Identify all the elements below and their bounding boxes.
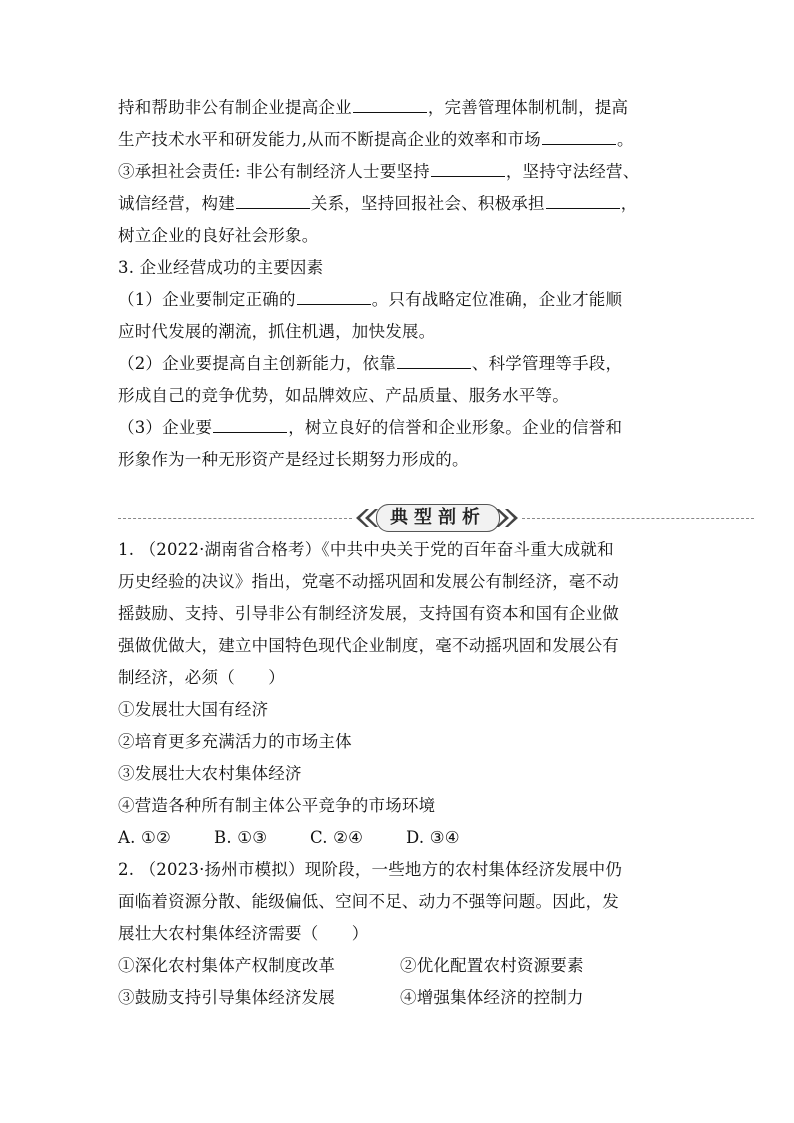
answer-blank[interactable] [213,414,287,433]
text-line: 应时代发展的潮流，抓住机遇，加快发展。 [118,322,436,341]
statement-row [118,982,688,1014]
answer-blank[interactable] [542,126,616,145]
dashed-rule [522,518,754,519]
text-line: 形象作为一种无形资产是经过长期努力形成的。 [118,450,469,469]
question-stem-line: 强做优做大，建立中国特色现代企业制度，毫不动摇巩固和发展公有 [118,636,619,655]
question-2 [118,854,688,1014]
text-line: 树立企业的良好社会形象。 [118,226,319,245]
answer-blank[interactable] [431,158,505,177]
question-1 [118,534,688,854]
option-b[interactable]: B. ①③ [214,828,268,847]
fill-in-section [118,92,688,476]
answer-blank[interactable] [297,286,371,305]
answer-blank[interactable] [546,190,620,209]
question-stem-line: 摇鼓励、支持、引导非公有制经济发展，支持国有资本和国有企业做 [118,604,619,623]
option-a[interactable]: A. ①② [118,828,171,847]
text-line: 生产技术水平和研发能力,从而不断提高企业的效率和市场 。 [118,124,688,156]
text-line: 诚信经营，构建 关系，坚持回报社会、积极承担 ， [118,188,688,220]
question-stem-line: 面临着资源分散、能级偏低、空间不足、动力不强等问题。因此，发 [118,892,619,911]
option-c[interactable]: C. ②④ [310,828,364,847]
answer-blank[interactable] [236,190,310,209]
double-chevron-left-icon [354,507,378,529]
statement-item: ②培育更多充满活力的市场主体 [118,732,352,751]
question-stem-line: 制经济，必须（ ） [118,668,285,687]
section-heading: 3. 企业经营成功的主要因素 [118,258,324,277]
statement-item: ④增强集体经济的控制力 [400,988,584,1007]
option-d[interactable]: D. ③④ [406,828,460,847]
text-line: ③承担社会责任: 非公有制经济人士要坚持 ，坚持守法经营、 [118,156,688,188]
question-stem-line: 历史经验的决议》指出，党毫不动摇巩固和发展公有制经济，毫不动 [118,572,619,591]
answer-blank[interactable] [353,94,427,113]
statement-item: ①发展壮大国有经济 [118,700,269,719]
text-line: （3）企业要 ，树立良好的信誉和企业形象。企业的信誉和 [118,412,688,444]
statement-item: ①深化农村集体产权制度改革 [118,956,336,975]
text-line: （2）企业要提高自主创新能力，依靠 、科学管理等手段， [118,348,688,380]
dashed-rule [118,518,352,519]
question-stem-line: 2. （2023·扬州市模拟）现阶段，一些地方的农村集体经济发展中仍 [118,860,623,879]
text-line: （1）企业要制定正确的 。只有战略定位准确，企业才能顺 [118,284,688,316]
statement-item: ②优化配置农村资源要素 [400,956,584,975]
section-title: 典型剖析 [376,504,500,532]
text-line: 形成自己的竞争优势，如品牌效应、产品质量、服务水平等。 [118,386,569,405]
answer-options [118,822,688,854]
statement-item: ④营造各种所有制主体公平竞争的市场环境 [118,796,436,815]
section-title-badge [354,503,520,533]
question-stem-line: 1. （2022·湖南省合格考）《中共中央关于党的百年奋斗重大成就和 [118,540,614,559]
statement-row [118,950,688,982]
question-stem-line: 展壮大农村集体经济需要（ ） [118,924,369,943]
section-divider [118,503,754,533]
text-line: 持和帮助非公有制企业提高企业 ，完善管理体制机制，提高 [118,92,688,124]
statement-item: ③发展壮大农村集体经济 [118,764,302,783]
double-chevron-right-icon [496,507,520,529]
answer-blank[interactable] [397,350,471,369]
statement-item: ③鼓励支持引导集体经济发展 [118,988,336,1007]
